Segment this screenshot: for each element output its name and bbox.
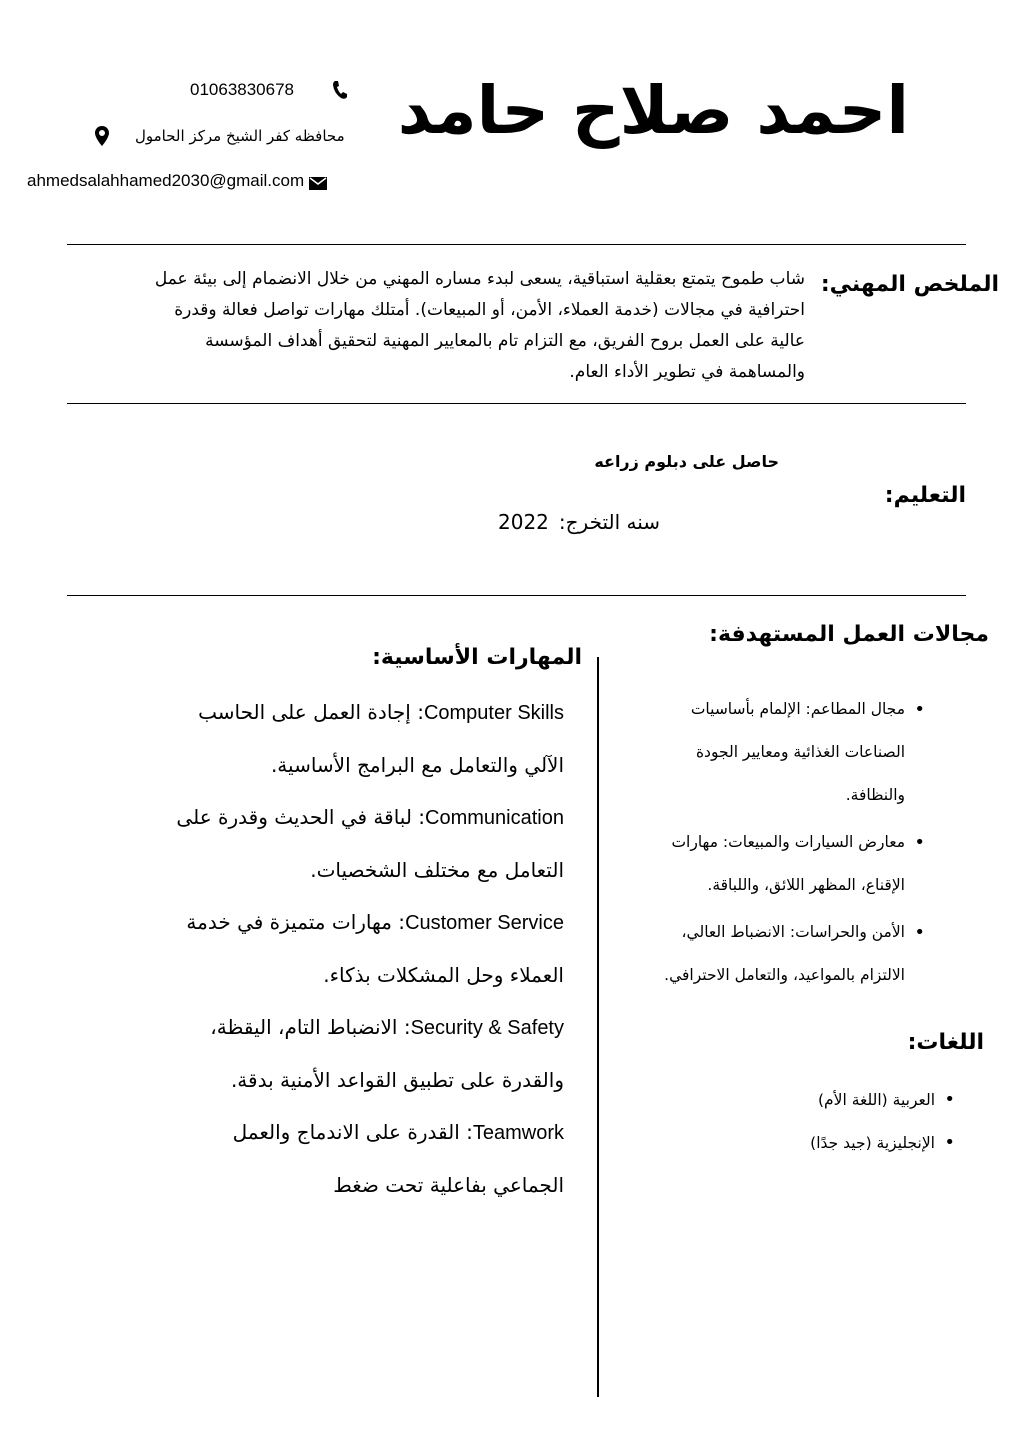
graduation-year: 2022	[498, 510, 549, 534]
skill-description: القدرة على الاندماج والعمل الجماعي بفاعلية تحت ضغط	[232, 1120, 564, 1197]
summary-text: شاب طموح يتمتع بعقلية استباقية، يسعى لبدء مساره المهني من خلال الانضمام إلى بيئة عمل احترافية في مجالات (خدمة العملاء، الأمن، أو المبيعات). أمتلك مهارات تواصل فعالة وقدرة عالية على العمل بروح الفريق، مع التزام تام بالمعايير المهنية لتحقيق أهداف المؤسسة والمساهمة في تطوير الأداء العام.	[154, 269, 805, 382]
divider-top	[67, 244, 966, 245]
skill-description: الانضباط التام، اليقظة، والقدرة على تطبيق القواعد الأمنية بدقة.	[210, 1015, 564, 1092]
skills-list	[160, 686, 564, 1211]
fields-list	[657, 688, 929, 1001]
address-text: محافظه كفر الشيخ مركز الحامول	[135, 127, 345, 145]
list-item: • الأمن والحراسات: الانضباط العالي، الالتزام بالمواعيد، والتعامل الاحترافي.	[657, 911, 929, 997]
location-icon	[95, 126, 109, 146]
skill-description: إجادة العمل على الحاسب الآلي والتعامل مع البرامج الأساسية.	[198, 700, 564, 777]
phone-row	[190, 80, 348, 100]
skills-heading: المهارات الأساسية:	[372, 645, 582, 670]
list-item: • معارض السيارات والمبيعات: مهارات الإقناع، المظهر اللائق، واللباقة.	[657, 821, 929, 907]
skill-name: Teamwork	[472, 1122, 564, 1144]
skill-name: Computer Skills	[423, 702, 564, 724]
skill-name: Communication	[425, 807, 564, 829]
skill-item: Computer Skills: إجادة العمل على الحاسب الآلي والتعامل مع البرامج الأساسية.	[198, 700, 564, 777]
address-row	[95, 126, 345, 146]
education-heading: التعليم:	[884, 483, 966, 508]
skill-item: Communication: لباقة في الحديث وقدرة على التعامل مع مختلف الشخصيات.	[176, 805, 564, 882]
divider-education	[67, 595, 966, 596]
skill-name: Customer Service	[405, 912, 564, 934]
graduation-line	[498, 510, 660, 534]
phone-icon	[332, 80, 348, 100]
languages-list	[719, 1080, 959, 1166]
skill-item: Teamwork: القدرة على الاندماج والعمل الجماعي بفاعلية تحت ضغط	[232, 1120, 564, 1197]
list-item: • مجال المطاعم: الإلمام بأساسيات الصناعات الغذائية ومعايير الجودة والنظافة.	[657, 688, 929, 817]
candidate-name: احمد صلاح حامد	[397, 72, 909, 149]
skill-description: مهارات متميزة في خدمة العملاء وحل المشكلات بذكاء.	[186, 910, 564, 987]
email-row	[27, 171, 327, 191]
fields-heading: مجالات العمل المستهدفة:	[709, 622, 989, 647]
list-item: • العربية (اللغة الأم)	[719, 1080, 959, 1120]
languages-heading: اللغات:	[907, 1030, 984, 1055]
skill-item: Security & Safety: الانضباط التام، اليقظة، والقدرة على تطبيق القواعد الأمنية بدقة.	[210, 1015, 564, 1092]
education-degree: حاصل على دبلوم زراعه	[594, 452, 779, 471]
phone-number[interactable]: 01063830678	[190, 80, 295, 99]
divider-summary	[67, 403, 966, 404]
column-divider	[597, 657, 599, 1397]
skill-description: لباقة في الحديث وقدرة على التعامل مع مختلف الشخصيات.	[176, 805, 564, 882]
email-icon	[309, 177, 327, 190]
graduation-label: سنه التخرج:	[558, 510, 661, 534]
summary-heading: الملخص المهني:	[820, 272, 999, 297]
skill-name: Security & Safety	[410, 1017, 564, 1039]
email-address[interactable]: ahmedsalahhamed2030@gmail.com	[27, 171, 305, 190]
list-item: • الإنجليزية (جيد جدًا)	[719, 1123, 959, 1163]
skill-item: Customer Service: مهارات متميزة في خدمة العملاء وحل المشكلات بذكاء.	[186, 910, 564, 987]
